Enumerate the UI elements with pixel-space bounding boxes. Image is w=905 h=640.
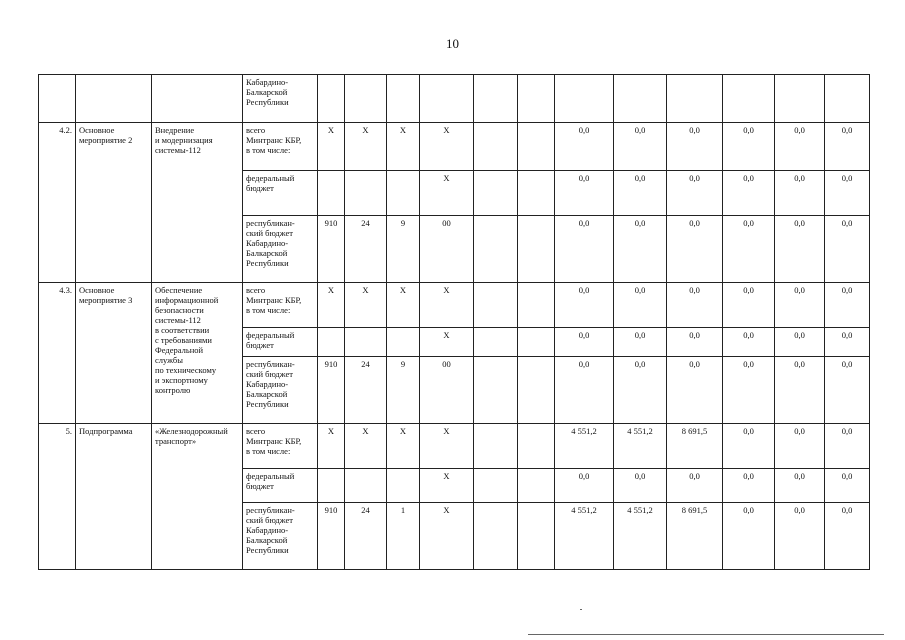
item-type-cell: Подпрограмма <box>76 424 152 570</box>
amount-cell: 0,0 <box>614 469 667 503</box>
code-program-cell: 9 <box>387 357 420 424</box>
empty-cell <box>518 503 555 570</box>
amount-cell: 0,0 <box>667 469 723 503</box>
code-program-cell: 9 <box>387 216 420 283</box>
empty-cell <box>474 357 518 424</box>
scan-dot <box>580 609 582 610</box>
amount-cell: 0,0 <box>723 328 775 357</box>
amount-cell: 0,0 <box>775 171 825 216</box>
footer-line <box>528 634 884 635</box>
item-name-cell: Внедрение и модернизация системы-112 <box>152 123 243 283</box>
code-rzpr-cell: X <box>345 123 387 171</box>
code-event-cell: X <box>420 283 474 328</box>
item-name-cell: «Железнодорожный транспорт» <box>152 424 243 570</box>
empty-cell <box>318 75 345 123</box>
empty-cell <box>518 357 555 424</box>
amount-cell: 0,0 <box>723 216 775 283</box>
empty-cell <box>474 283 518 328</box>
amount-cell: 0,0 <box>555 123 614 171</box>
amount-cell: 0,0 <box>614 328 667 357</box>
code-gbrs-cell: X <box>318 123 345 171</box>
funding-source-cell: всего Минтранс КБР, в том числе: <box>243 283 318 328</box>
budget-table <box>38 74 870 570</box>
amount-cell: 0,0 <box>723 357 775 424</box>
amount-cell: 0,0 <box>775 503 825 570</box>
item-type-cell: Основное мероприятие 2 <box>76 123 152 283</box>
amount-cell: 0,0 <box>614 216 667 283</box>
table-row <box>39 123 870 171</box>
code-program-cell: 1 <box>387 503 420 570</box>
funding-source-cell: всего Минтранс КБР, в том числе: <box>243 424 318 469</box>
page-number: 10 <box>446 36 459 51</box>
amount-cell: 0,0 <box>614 283 667 328</box>
item-number-cell: 4.3. <box>39 283 76 424</box>
empty-cell <box>667 75 723 123</box>
empty-cell <box>474 123 518 171</box>
code-program-cell <box>387 171 420 216</box>
code-event-cell: 00 <box>420 216 474 283</box>
amount-cell: 4 551,2 <box>614 503 667 570</box>
code-rzpr-cell: 24 <box>345 216 387 283</box>
code-rzpr-cell <box>345 171 387 216</box>
code-event-cell: X <box>420 424 474 469</box>
amount-cell: 0,0 <box>825 123 870 171</box>
amount-cell: 0,0 <box>723 171 775 216</box>
item-number-cell: 5. <box>39 424 76 570</box>
amount-cell: 0,0 <box>723 123 775 171</box>
amount-cell: 0,0 <box>825 503 870 570</box>
empty-cell <box>518 123 555 171</box>
funding-source-cell: республикан- ский бюджет Кабардино- Балкарской Республики <box>243 503 318 570</box>
code-gbrs-cell: 910 <box>318 357 345 424</box>
empty-cell <box>387 75 420 123</box>
amount-cell: 0,0 <box>723 424 775 469</box>
empty-cell <box>474 328 518 357</box>
amount-cell: 0,0 <box>825 216 870 283</box>
empty-cell <box>555 75 614 123</box>
code-rzpr-cell: 24 <box>345 503 387 570</box>
item-type-cell: Основное мероприятие 3 <box>76 283 152 424</box>
amount-cell: 0,0 <box>825 171 870 216</box>
code-event-cell: X <box>420 328 474 357</box>
code-event-cell: X <box>420 503 474 570</box>
empty-cell <box>518 216 555 283</box>
table-row <box>39 283 870 328</box>
code-program-cell: X <box>387 123 420 171</box>
amount-cell: 0,0 <box>775 123 825 171</box>
funding-source-cell: федеральный бюджет <box>243 469 318 503</box>
amount-cell: 0,0 <box>825 424 870 469</box>
amount-cell: 0,0 <box>775 216 825 283</box>
funding-source-cell: Кабардино- Балкарской Республики <box>243 75 318 123</box>
amount-cell: 0,0 <box>555 328 614 357</box>
amount-cell: 0,0 <box>555 357 614 424</box>
code-rzpr-cell: 24 <box>345 357 387 424</box>
amount-cell: 8 691,5 <box>667 424 723 469</box>
amount-cell: 4 551,2 <box>555 424 614 469</box>
amount-cell: 0,0 <box>667 357 723 424</box>
empty-cell <box>518 283 555 328</box>
code-gbrs-cell: X <box>318 283 345 328</box>
item-name-cell: Обеспечение информационной безопасности системы-112 в соответствии с требованиями Федеральной службы по техническому и экспортному контролю <box>152 283 243 424</box>
code-rzpr-cell <box>345 328 387 357</box>
amount-cell: 4 551,2 <box>555 503 614 570</box>
empty-cell <box>474 424 518 469</box>
amount-cell: 0,0 <box>555 171 614 216</box>
empty-cell <box>420 75 474 123</box>
funding-source-cell: федеральный бюджет <box>243 328 318 357</box>
amount-cell: 0,0 <box>667 171 723 216</box>
code-event-cell: 00 <box>420 357 474 424</box>
code-gbrs-cell: X <box>318 424 345 469</box>
amount-cell: 0,0 <box>614 357 667 424</box>
empty-cell <box>518 171 555 216</box>
amount-cell: 0,0 <box>667 123 723 171</box>
empty-cell <box>825 75 870 123</box>
code-program-cell <box>387 469 420 503</box>
code-event-cell: X <box>420 171 474 216</box>
funding-source-cell: республикан- ский бюджет Кабардино- Балкарской Республики <box>243 216 318 283</box>
empty-cell <box>518 424 555 469</box>
amount-cell: 0,0 <box>775 283 825 328</box>
code-program-cell <box>387 328 420 357</box>
code-rzpr-cell: X <box>345 424 387 469</box>
empty-cell <box>474 503 518 570</box>
empty-cell <box>152 75 243 123</box>
code-rzpr-cell: X <box>345 283 387 328</box>
empty-cell <box>518 75 555 123</box>
empty-cell <box>518 469 555 503</box>
amount-cell: 0,0 <box>723 469 775 503</box>
amount-cell: 0,0 <box>667 216 723 283</box>
funding-source-cell: федеральный бюджет <box>243 171 318 216</box>
empty-cell <box>474 216 518 283</box>
empty-cell <box>474 469 518 503</box>
code-gbrs-cell: 910 <box>318 503 345 570</box>
code-event-cell: X <box>420 469 474 503</box>
code-gbrs-cell <box>318 469 345 503</box>
amount-cell: 0,0 <box>667 328 723 357</box>
amount-cell: 0,0 <box>555 216 614 283</box>
amount-cell: 4 551,2 <box>614 424 667 469</box>
code-program-cell: X <box>387 283 420 328</box>
amount-cell: 0,0 <box>825 357 870 424</box>
empty-cell <box>474 171 518 216</box>
code-gbrs-cell <box>318 171 345 216</box>
empty-cell <box>474 75 518 123</box>
empty-cell <box>345 75 387 123</box>
table-row <box>39 75 870 123</box>
amount-cell: 0,0 <box>775 357 825 424</box>
code-rzpr-cell <box>345 469 387 503</box>
code-gbrs-cell: 910 <box>318 216 345 283</box>
amount-cell: 0,0 <box>775 424 825 469</box>
empty-cell <box>76 75 152 123</box>
amount-cell: 0,0 <box>723 503 775 570</box>
empty-cell <box>518 328 555 357</box>
amount-cell: 0,0 <box>555 469 614 503</box>
empty-cell <box>39 75 76 123</box>
amount-cell: 0,0 <box>775 469 825 503</box>
amount-cell: 0,0 <box>825 283 870 328</box>
amount-cell: 0,0 <box>614 123 667 171</box>
table-row <box>39 424 870 469</box>
amount-cell: 0,0 <box>614 171 667 216</box>
amount-cell: 8 691,5 <box>667 503 723 570</box>
amount-cell: 0,0 <box>775 328 825 357</box>
code-gbrs-cell <box>318 328 345 357</box>
funding-source-cell: республикан- ский бюджет Кабардино- Балкарской Республики <box>243 357 318 424</box>
empty-cell <box>775 75 825 123</box>
amount-cell: 0,0 <box>825 469 870 503</box>
amount-cell: 0,0 <box>667 283 723 328</box>
empty-cell <box>723 75 775 123</box>
amount-cell: 0,0 <box>555 283 614 328</box>
amount-cell: 0,0 <box>723 283 775 328</box>
code-program-cell: X <box>387 424 420 469</box>
empty-cell <box>614 75 667 123</box>
amount-cell: 0,0 <box>825 328 870 357</box>
item-number-cell: 4.2. <box>39 123 76 283</box>
funding-source-cell: всего Минтранс КБР, в том числе: <box>243 123 318 171</box>
code-event-cell: X <box>420 123 474 171</box>
